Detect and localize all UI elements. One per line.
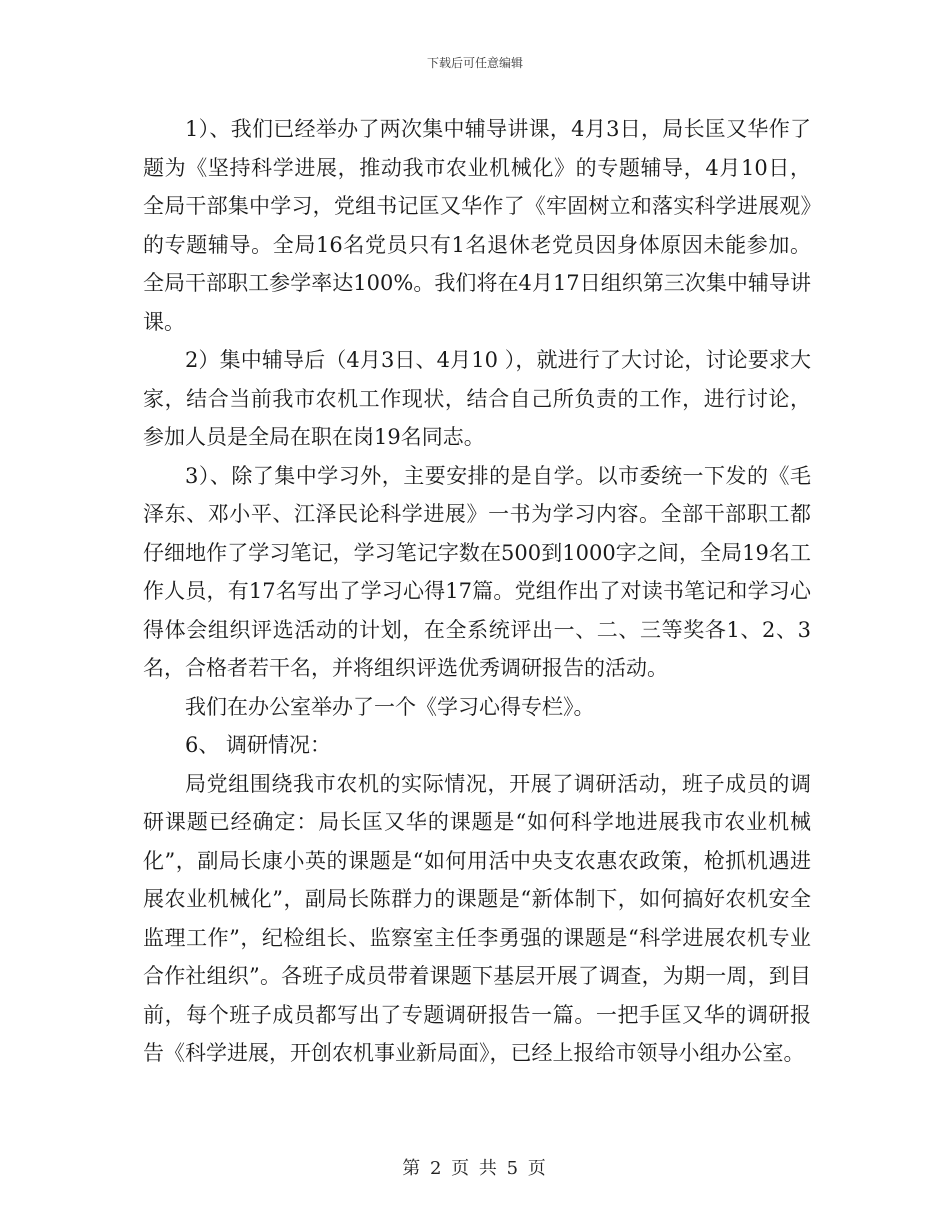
paragraph-study-lectures: 1）、我们已经举办了两次集中辅导讲课，4月3日，局长匡又华作了题为《坚持科学进展，推动我市农业机械化》的专题辅导，4月10日，全局干部集中学习，党组书记匡又华作了《牢固树立和落实科学进展观》的专题辅导。全局16名党员只有1名退休老党员因身体原因未能参加。全局干部职工参学率达100%。我们将在4月17日组织第三次集中辅导讲课。 — [143, 117, 811, 334]
paragraph-research: 局党组围绕我市农机的实际情况，开展了调研活动，班子成员的调研课题已经确定：局长匡又华的课题是“如何科学地进展我市农业机械化”，副局长康小英的课题是“如何用活中央支农惠农政策，枪抓机遇进展农业机械化”，副局长陈群力的课题是“新体制下，如何搞好农机安全监理工作”，纪检组长、监察室主任李勇强的课题是“科学进展农机专业合作社组织”。各班子成员带着课题下基层开展了调查，为期一周，到目前，每个班子成员都写出了专题调研报告一篇。一把手匡又华的调研报告《科学进展，开创农机事业新局面》，已经上报给市领导小组办公室。 — [143, 771, 811, 1065]
document-body — [143, 110, 811, 1073]
section-heading-research: 6、 调研情况： — [185, 733, 332, 757]
paragraph-column: 我们在办公室举办了一个《学习心得专栏》。 — [185, 694, 595, 719]
page-number: 第 2 页 共 5 页 — [402, 1158, 548, 1179]
paragraph-discussion: 2）集中辅导后（4月3日、4月10 ），就进行了大讨论，讨论要求大家，结合当前我市农机工作现状，结合自己所负责的工作，进行讨论，参加人员是全局在职在岗19名同志。 — [143, 348, 811, 449]
page-header: 下载后可任意编辑 — [426, 56, 523, 70]
paragraph-self-study: 3）、除了集中学习外，主要安排的是自学。以市委统一下发的《毛泽东、邓小平、江泽民论科学进展》一书为学习内容。全部干部职工都仔细地作了学习笔记，学习笔记字数在500到1000字之间，全局19名工作人员，有17名写出了学习心得17篇。党组作出了对读书笔记和学习心得体会组织评选活动的计划，在全系统评出一、二、三等奖各1、2、3名，合格者若干名，并将组织评选优秀调研报告的活动。 — [143, 463, 811, 680]
